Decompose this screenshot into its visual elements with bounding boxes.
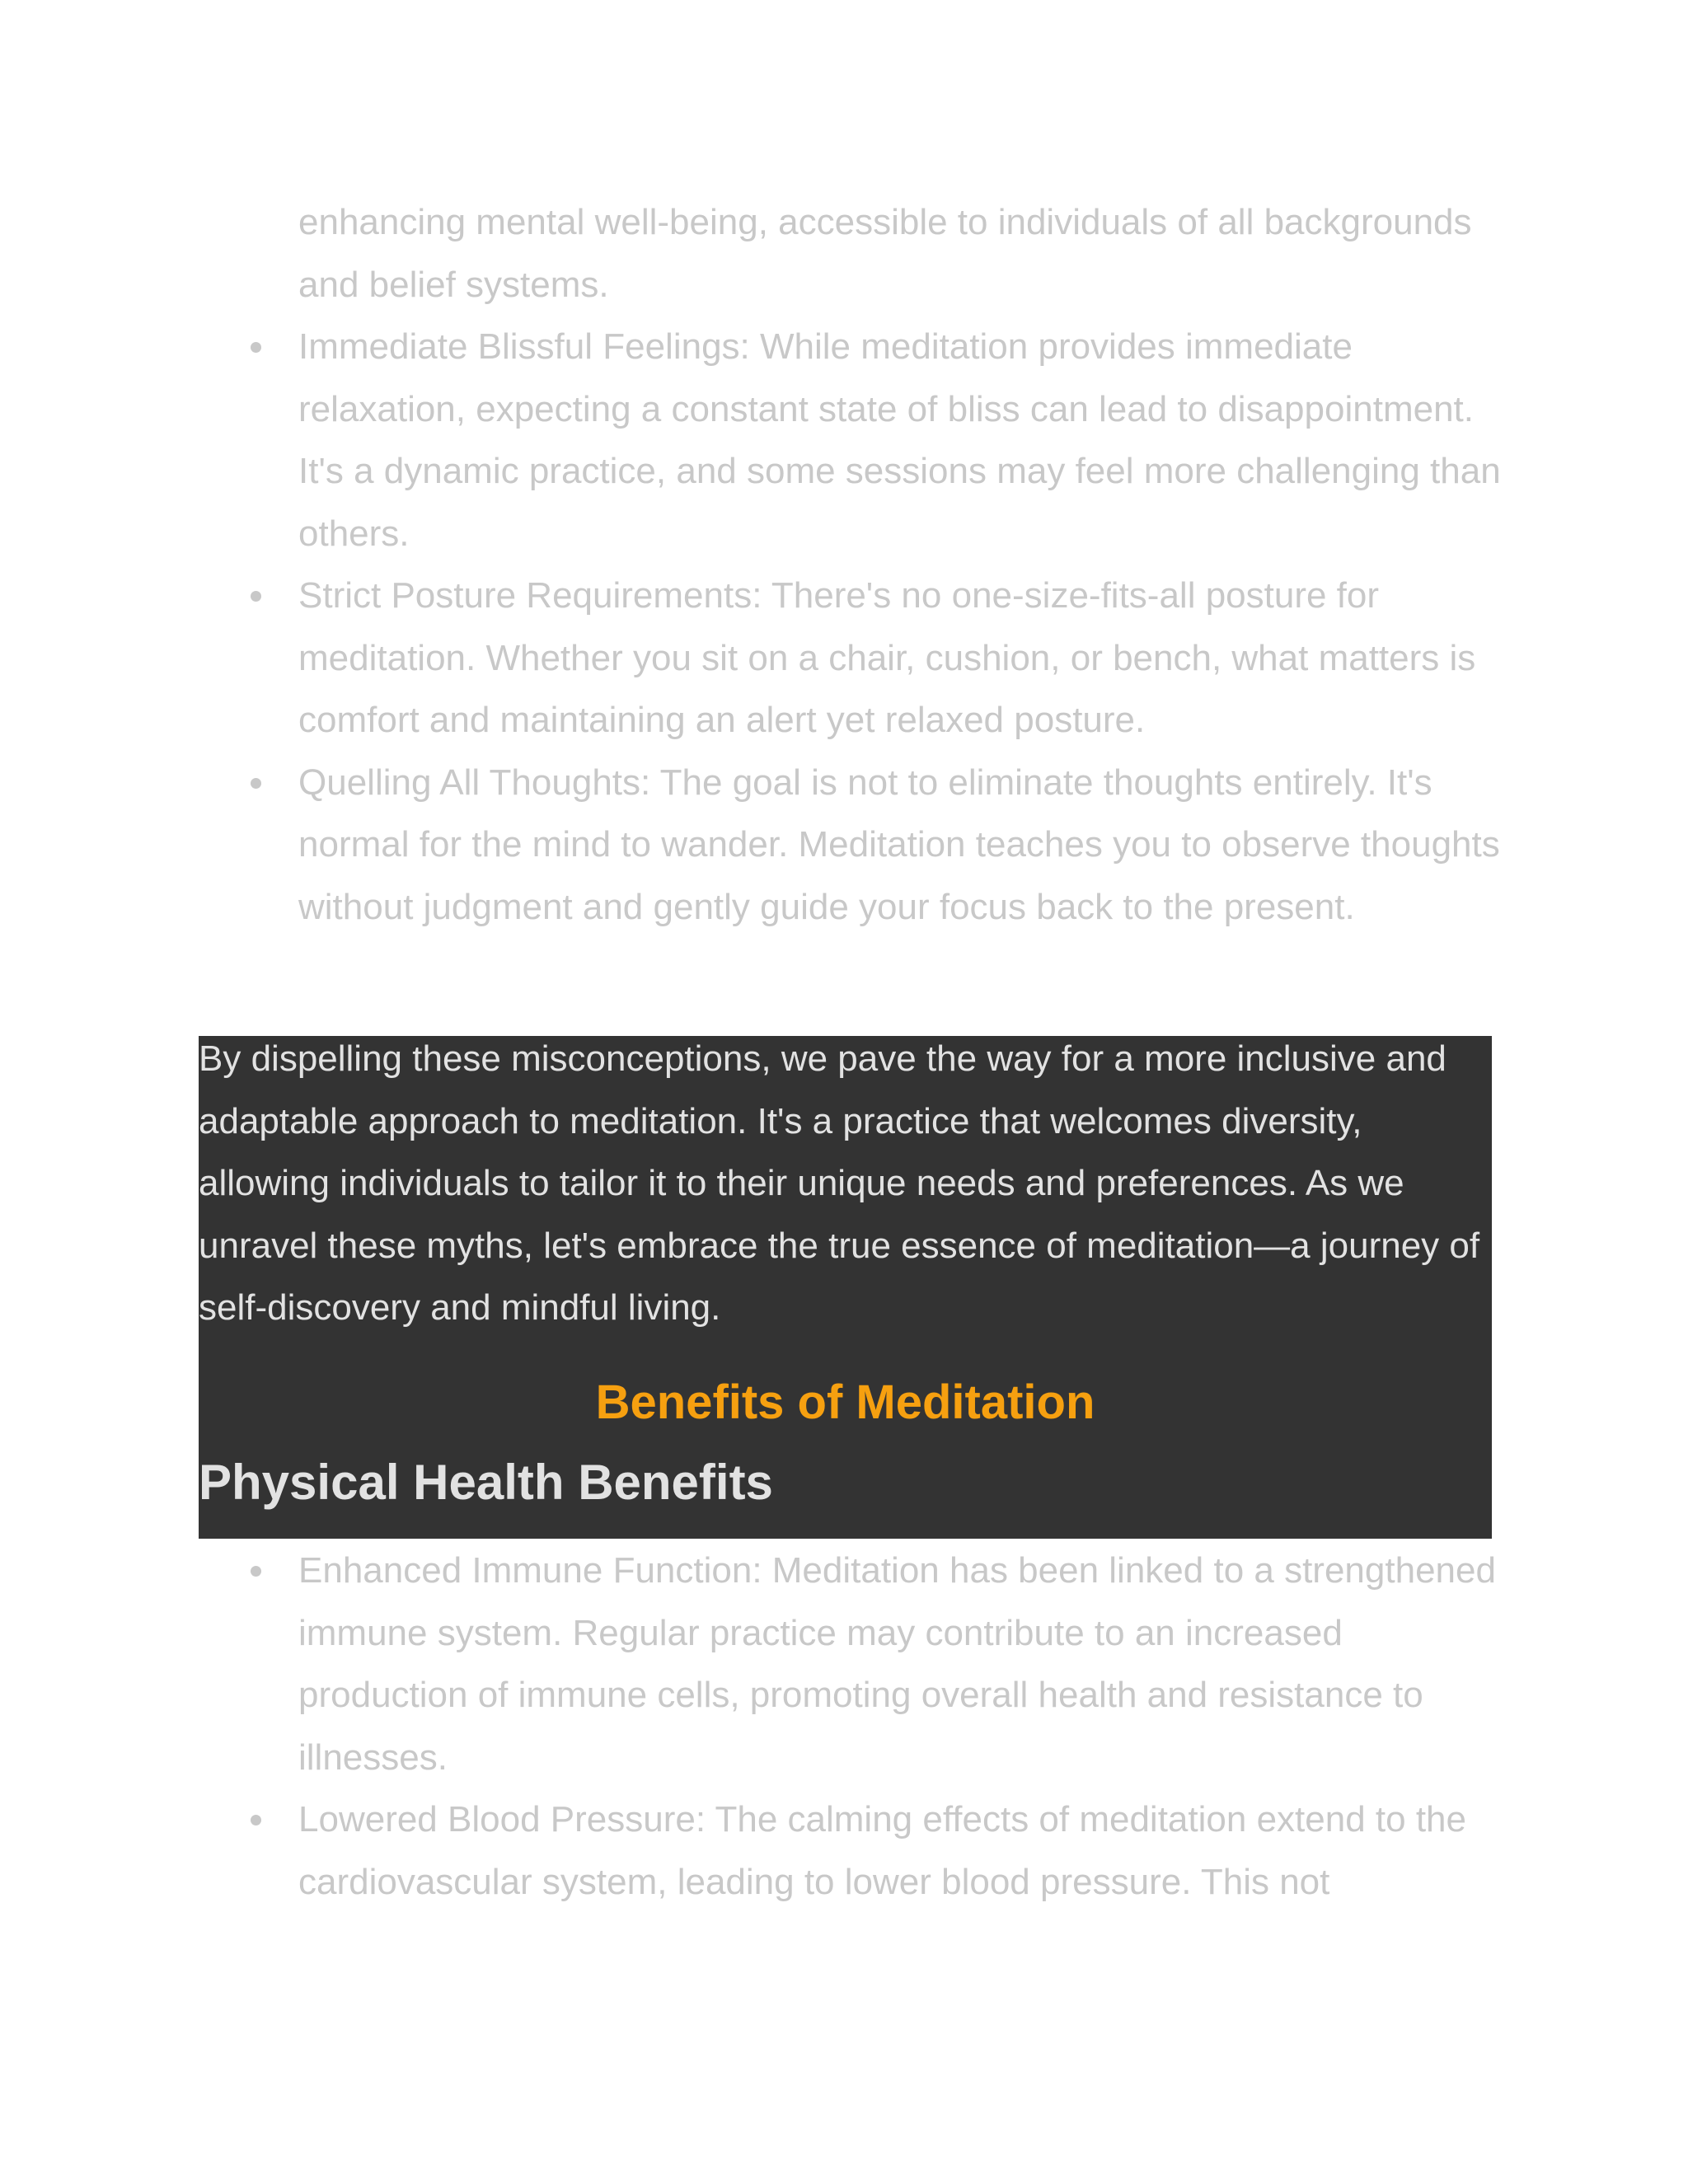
subsection-heading: Physical Health Benefits — [199, 1455, 773, 1510]
bullet-icon — [251, 1566, 261, 1577]
intro-continuation-text: enhancing mental well-being, accessible to individuals of all backgrounds and belief systems. — [298, 202, 1472, 305]
bullet-icon — [251, 342, 261, 353]
list-item — [298, 316, 1510, 565]
closing-paragraph: By dispelling these misconceptions, we pave the way for a more inclusive and adaptable approach to meditation. It's a practice that welcomes diversity, allowing individuals to tailor it to their unique needs and preferences. As we unravel these myths, let's embrace the true essence of meditation—a journey of self-discovery and mindful living. — [199, 1038, 1480, 1328]
list-item-text: Strict Posture Requirements: There's no one-size-fits-all posture for meditation. Whether you sit on a chair, cushion, or bench, what matters is comfort and maintaining an alert yet relaxed posture. — [298, 575, 1476, 740]
list-item-text: Immediate Blissful Feelings: While meditation provides immediate relaxation, expecting a constant state of bliss can lead to disappointment. It's a dynamic practice, and some sessions may feel more challenging than others. — [298, 326, 1501, 554]
bullet-icon — [251, 1815, 261, 1825]
bullet-icon — [251, 591, 261, 602]
section-heading: Benefits of Meditation — [595, 1376, 1095, 1429]
list-item-text: Quelling All Thoughts: The goal is not to eliminate thoughts entirely. It's normal for the mind to wander. Meditation teaches you to observe thoughts without judgment and gently guide your focus back to the present. — [298, 762, 1500, 927]
list-item — [298, 1788, 1510, 1913]
list-item-text: Enhanced Immune Function: Meditation has been linked to a strengthened immune system. Regular practice may contribute to an increased production of immune cells, promoting overall health and resistance to illnesses. — [298, 1550, 1496, 1778]
misconceptions-list — [298, 316, 1510, 938]
bullet-icon — [251, 778, 261, 789]
physical-benefits-list — [298, 1540, 1510, 1913]
list-item — [298, 1540, 1510, 1788]
list-item — [298, 565, 1510, 752]
list-item-text: Lowered Blood Pressure: The calming effects of meditation extend to the cardiovascular system, leading to lower blood pressure. This not — [298, 1799, 1466, 1902]
list-item — [298, 752, 1510, 939]
